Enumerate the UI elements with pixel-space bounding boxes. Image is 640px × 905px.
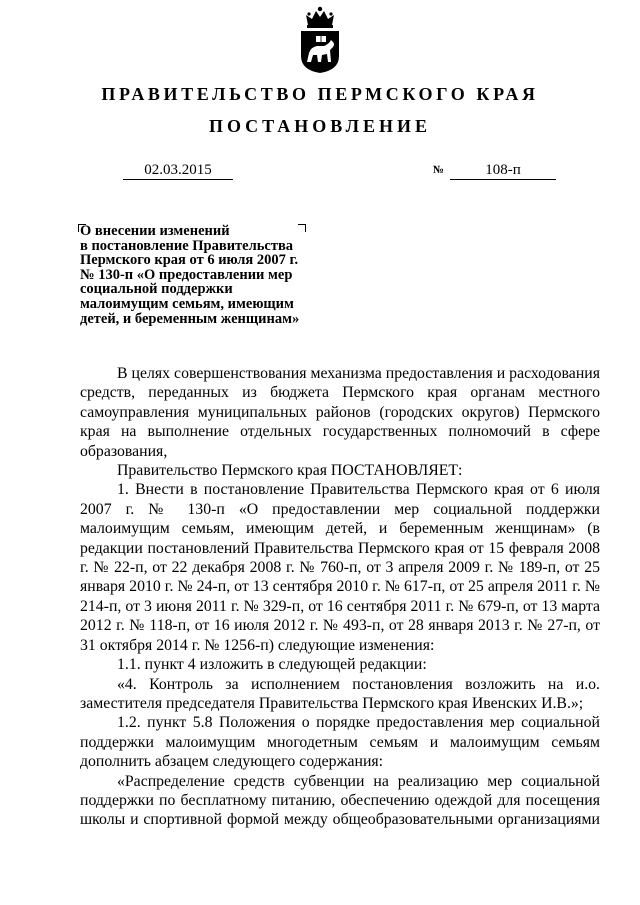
body-paragraph-item-1-2: 1.2. пункт 5.8 Положения о порядке предоставления мер социальной поддержки малоимущим многодетным семьям и малоимущим семьям дополнить абзацем следующего содержания: [80,714,600,771]
body-paragraph-item-1: 1. Внести в постановление Правительства Пермского края от 6 июля 2007 г. № 130-п «О предоставлении мер социальной поддержки малоимущим семьям, имеющим детей, и беременным женщинам» (в редакции постановлений Правительства Пермского края от 15 февраля 2008 г. № 22-п, от 22 декабря 2008 г. № 760-п, от 3 апреля 2009 г. № 189-п, от 25 января 2010 г. № 24-п, от 13 сентября 2010 г. № 617-п, от 25 апреля 2011 г. № 214-п, от 3 июня 2011 г. № 329-п, от 16 сентября 2011 г. № 679-п, от 13 марта 2012 г. № 118-п, от 16 июля 2012 г. № 493-п, от 28 января 2013 г. № 27-п, от 31 октября 2014 г. № 1256-п) следующие изменения: [80,481,600,654]
document-number: 108-п [450,161,556,180]
coat-of-arms-icon [295,6,345,74]
document-type-title: ПОСТАНОВЛЕНИЕ [208,116,432,136]
document-body [80,364,600,830]
subject-line: в постановление Правительства [80,237,294,254]
subject-line: малоимущим семьям, имеющим [80,295,294,312]
subject-line: № 130-п «О предоставлении мер [80,266,293,283]
subject-line: детей, и беременным женщинам» [80,310,300,327]
body-paragraph-resolves: Правительство Пермского края ПОСТАНОВЛЯЕТ: [117,462,463,480]
body-paragraph-item-1-1: 1.1. пункт 4 изложить в следующей редакции: [117,656,427,674]
government-title: ПРАВИТЕЛЬСТВО ПЕРМСКОГО КРАЯ [101,84,539,104]
body-paragraph-distribution: «Распределение средств субвенции на реализацию мер социальной поддержки по бесплатному питанию, обеспечению одеждой для посещения школы и спортивной формой между общеобразовательными организациями [80,772,600,829]
subject-line: Пермского края от 6 июля 2007 г. [80,252,299,269]
document-subject [80,224,320,326]
number-sign: № [433,164,445,176]
body-paragraph-preamble: В целях совершенствования механизма предоставления и расходования средств, переданных из бюджета Пермского края органам местного самоуправления муниципальных районов (городских округов) Пермского края на выполнение отдельных государственных полномочий в сфере образования, [80,365,600,460]
subject-line: социальной поддержки [80,281,233,298]
document-date: 02.03.2015 [123,161,233,180]
subject-line: О внесении изменений [80,223,230,239]
body-paragraph-quote-4: «4. Контроль за исполнением постановления возложить на и.о. заместителя председателя Правительства Пермского края Ивенских И.В.»; [80,675,600,712]
